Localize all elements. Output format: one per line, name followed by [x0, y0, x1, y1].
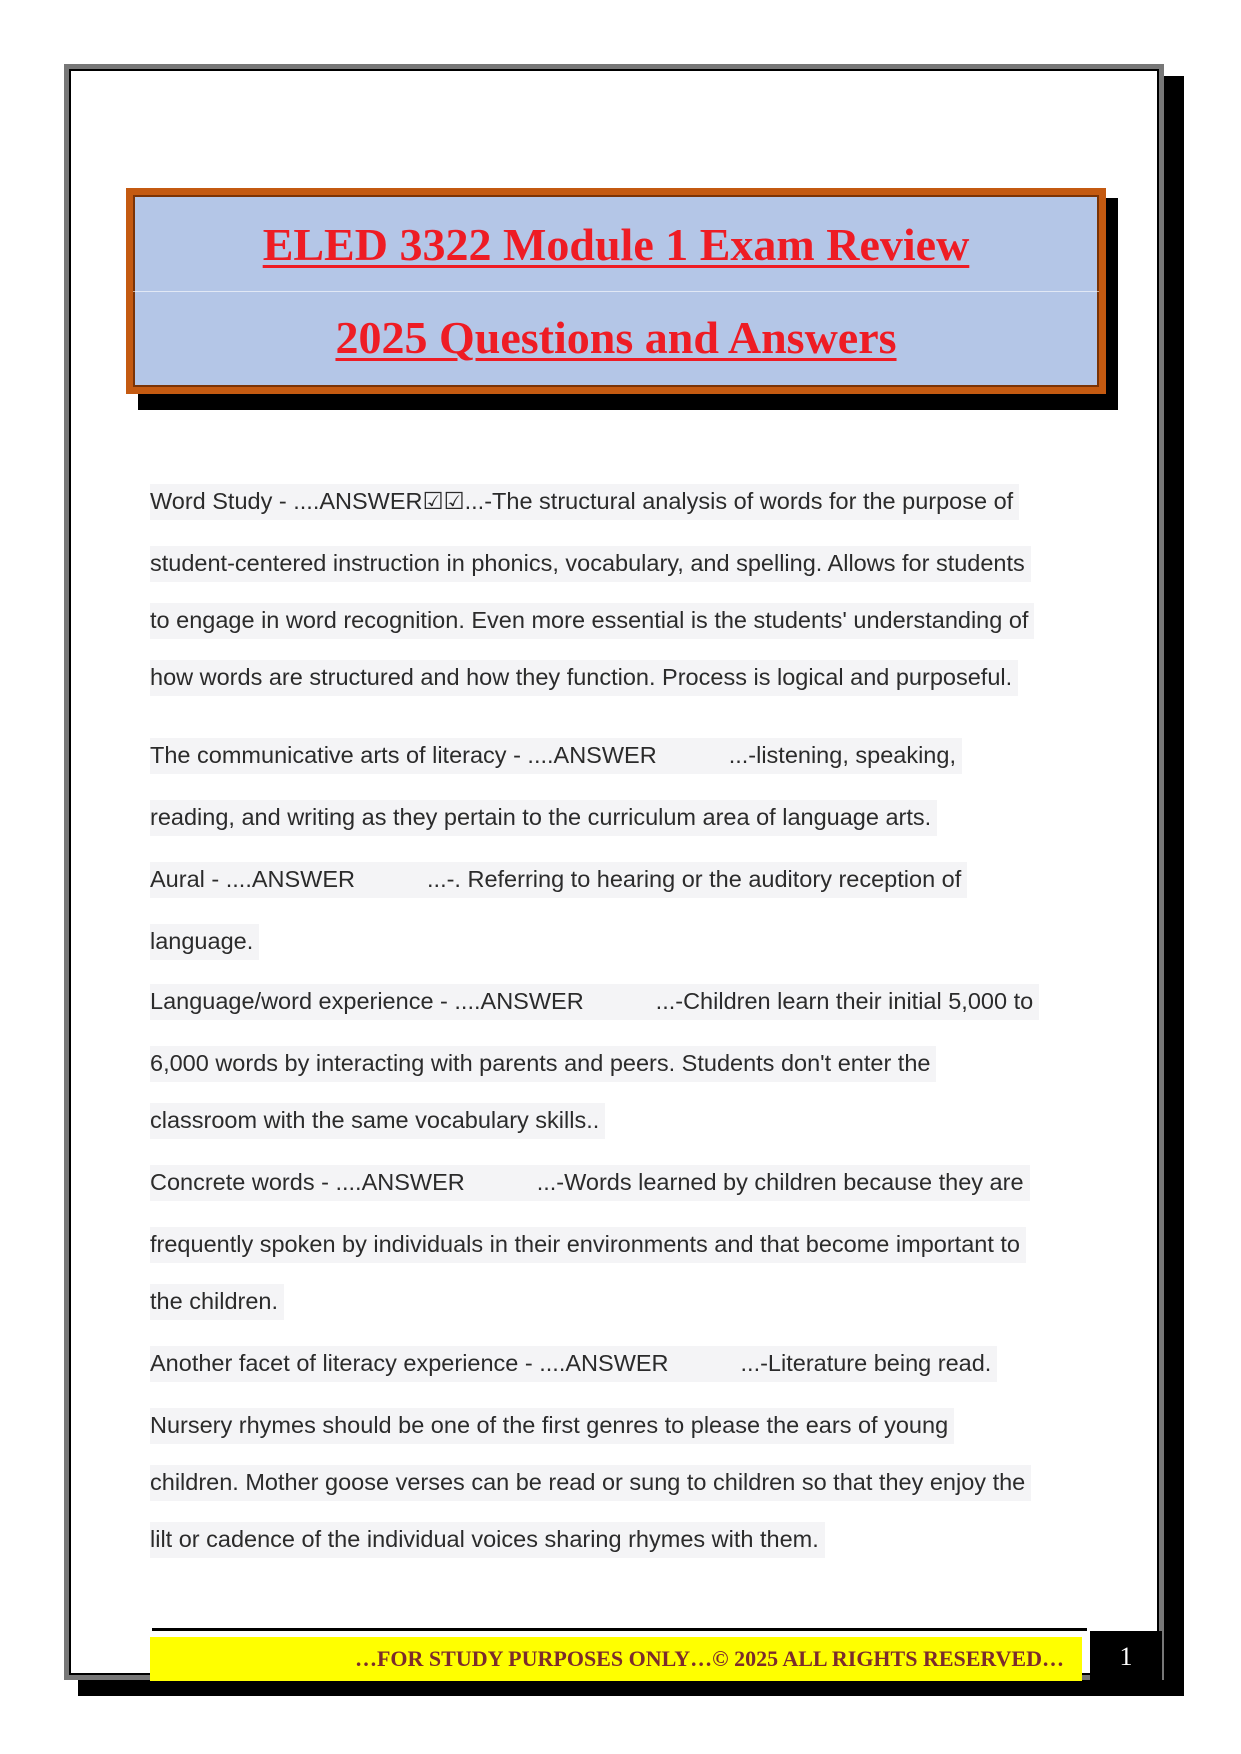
- question-text: The communicative arts of literacy - ....ANSWER: [150, 742, 657, 768]
- question-text: Another facet of literacy experience - ....ANSWER: [150, 1350, 669, 1376]
- body-line: how words are structured and how they function. Process is logical and purposeful.: [150, 660, 1018, 696]
- body-line: [150, 862, 967, 898]
- question-text: Aural - ....ANSWER: [150, 866, 356, 892]
- body-line: Nursery rhymes should be one of the first genres to please the ears of young: [150, 1408, 954, 1444]
- answer-text: ...-. Referring to hearing or the auditory reception of: [427, 866, 962, 892]
- footer-rule: [152, 1628, 1087, 1631]
- page-number: 1: [1090, 1631, 1162, 1683]
- footer-bar: [150, 1637, 1082, 1681]
- question-text: Language/word experience - ....ANSWER: [150, 988, 584, 1014]
- title-line-2: 2025 Questions and Answers: [335, 311, 897, 363]
- body-line: children. Mother goose verses can be read or sung to children so that they enjoy the: [150, 1465, 1031, 1501]
- body-line: reading, and writing as they pertain to the curriculum area of language arts.: [150, 800, 937, 836]
- answer-text: ...-listening, speaking,: [728, 742, 956, 768]
- body-line: [150, 738, 962, 774]
- answer-text: ...-Words learned by children because they are: [536, 1169, 1024, 1195]
- body-line: language.: [150, 924, 259, 960]
- body-line: student-centered instruction in phonics, vocabulary, and spelling. Allows for students: [150, 546, 1031, 582]
- footer-text: …FOR STUDY PURPOSES ONLY…© 2025 ALL RIGHTS RESERVED…: [354, 1646, 1064, 1671]
- body-line: [150, 984, 1039, 1020]
- body-line: lilt or cadence of the individual voices sharing rhymes with them.: [150, 1522, 825, 1558]
- answer-text: ...-Children learn their initial 5,000 to: [655, 988, 1034, 1014]
- body-line: [150, 1346, 997, 1382]
- answer-text: ...-Literature being read.: [740, 1350, 992, 1376]
- question-text: Concrete words - ....ANSWER: [150, 1169, 465, 1195]
- body-line: to engage in word recognition. Even more essential is the students' understanding of: [150, 603, 1034, 639]
- title-line-1: ELED 3322 Module 1 Exam Review: [262, 218, 970, 270]
- title-box: [126, 188, 1106, 394]
- body-line: the children.: [150, 1284, 284, 1320]
- body-line: frequently spoken by individuals in their environments and that become important to: [150, 1227, 1026, 1263]
- body-line: 6,000 words by interacting with parents and peers. Students don't enter the: [150, 1046, 936, 1082]
- body-line: Word Study - ....ANSWER☑☑...-The structural analysis of words for the purpose of: [150, 484, 1019, 520]
- body-line: [150, 1165, 1030, 1201]
- body-line: classroom with the same vocabulary skills..: [150, 1103, 605, 1139]
